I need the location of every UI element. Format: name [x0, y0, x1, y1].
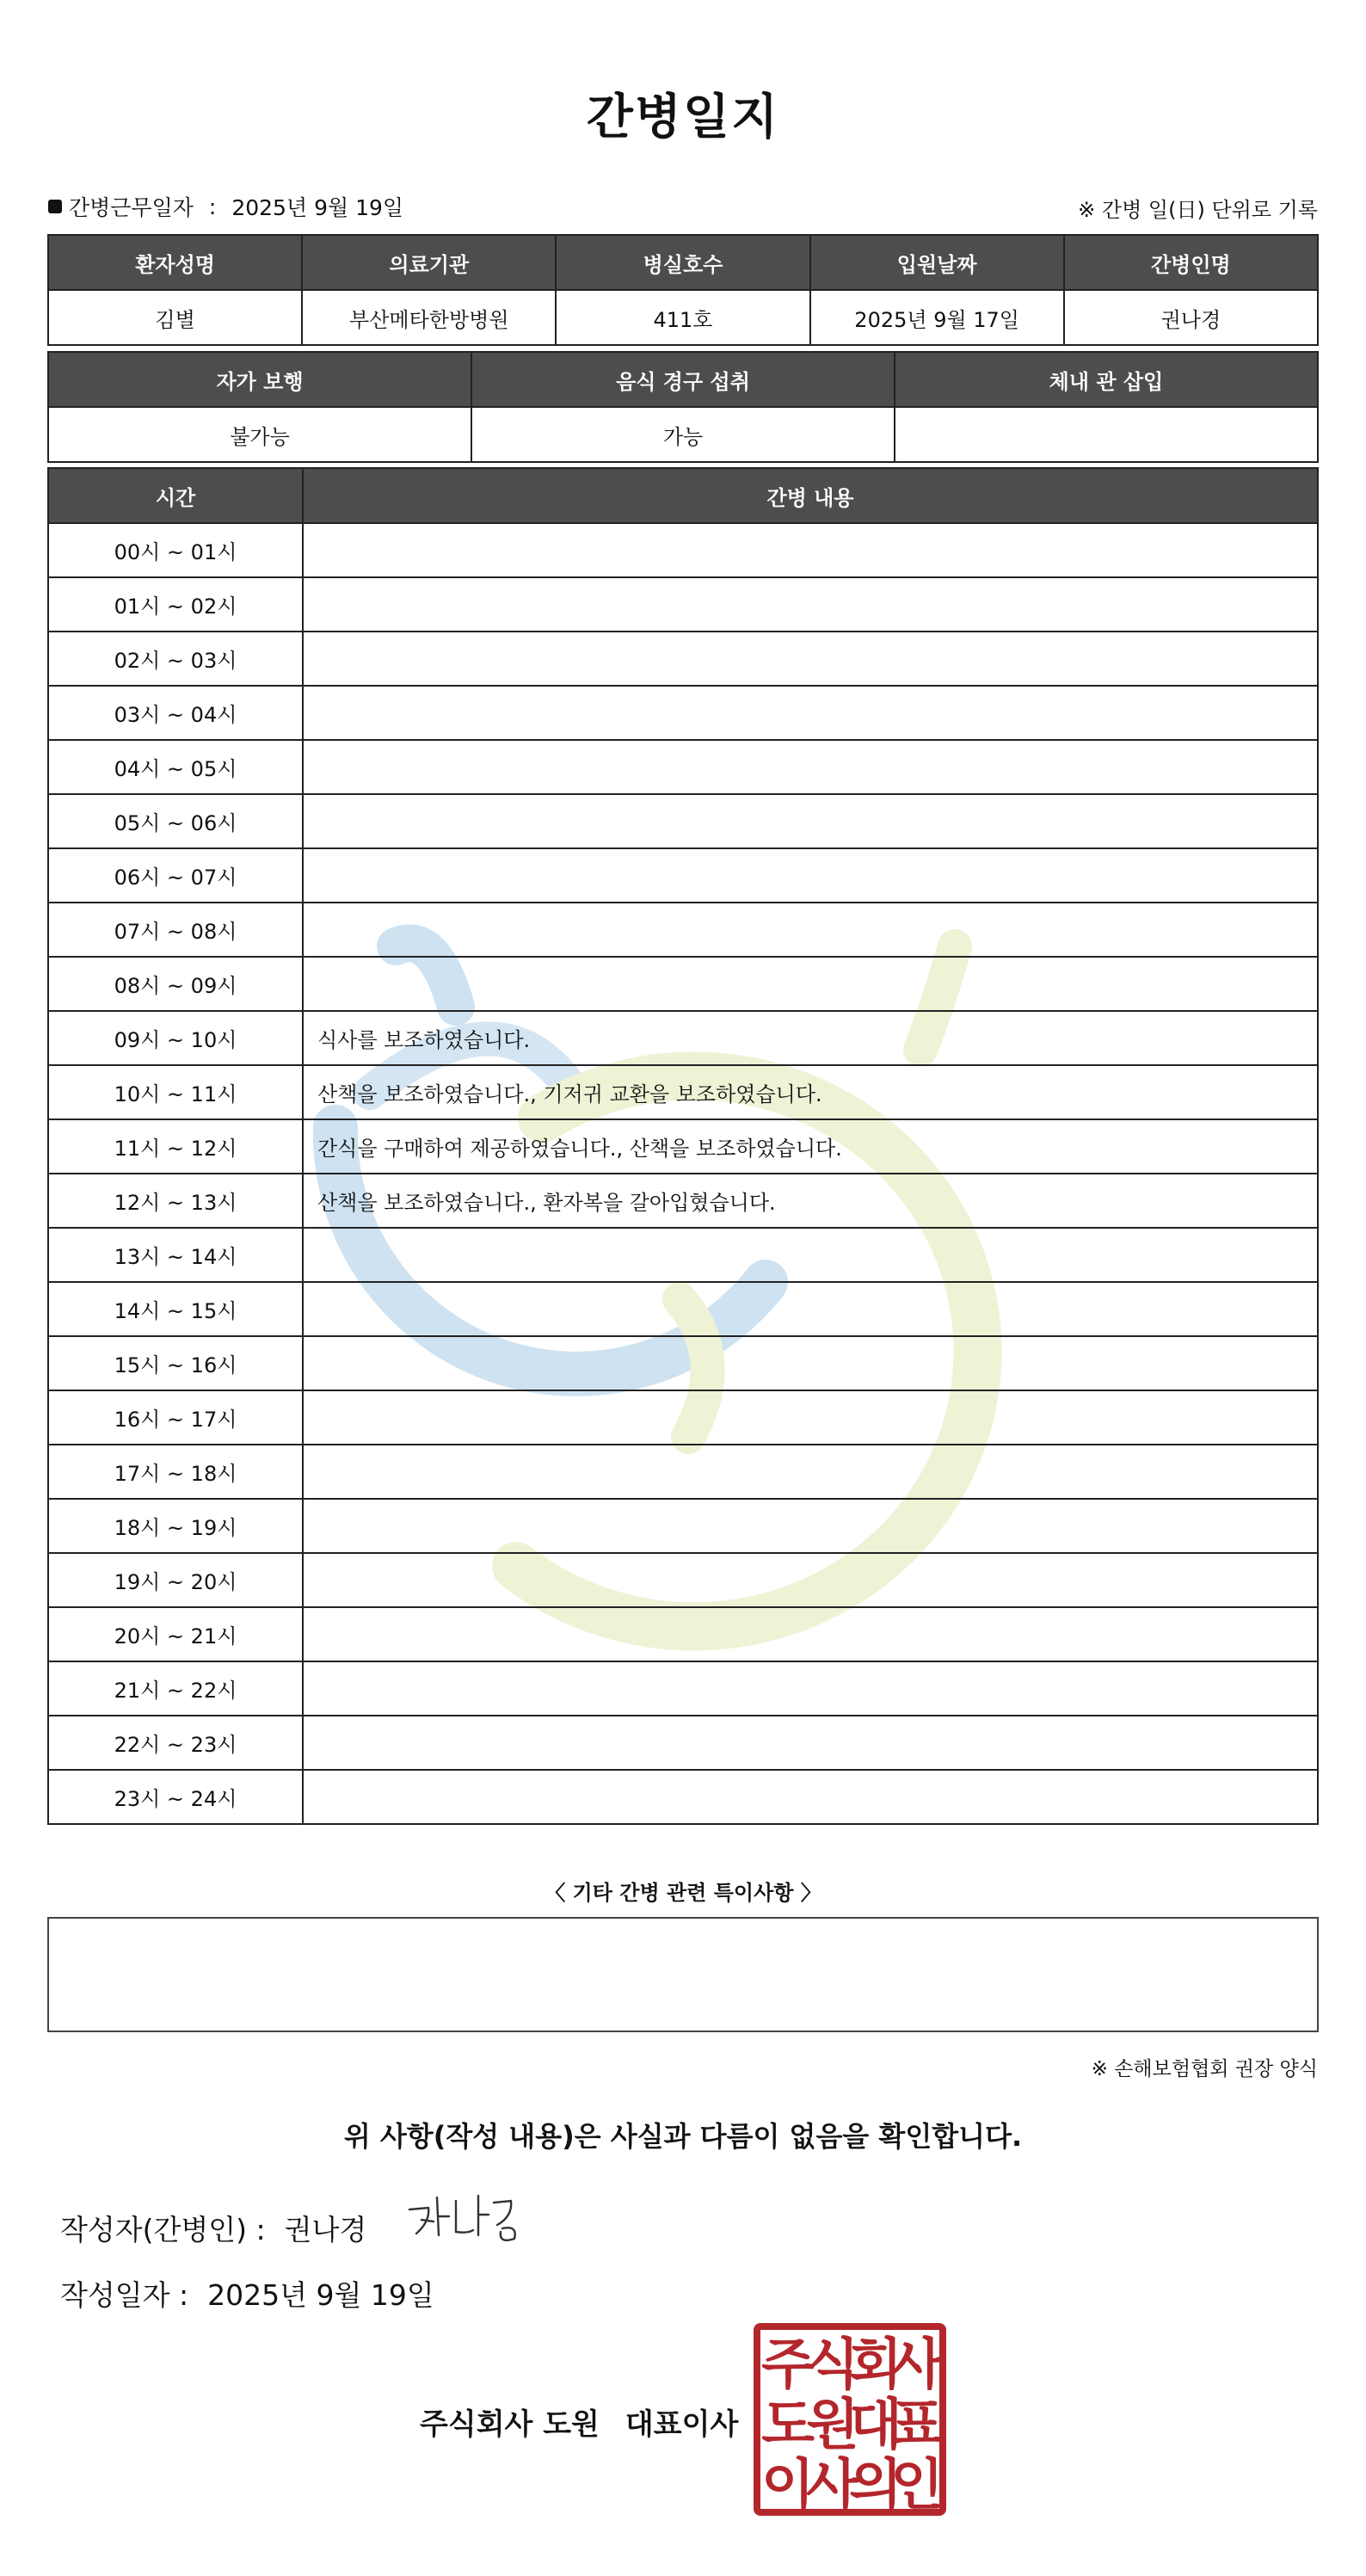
time-slot: 18시 ~ 19시 [48, 1499, 303, 1553]
table-row [48, 1445, 1318, 1499]
table-row [48, 1553, 1318, 1607]
info-header-row [48, 235, 1318, 290]
unit-note: ※ 간병 일(日) 단위로 기록 [1078, 198, 1318, 222]
admission-date: 2025년 9월 17일 [810, 290, 1064, 345]
svg-text:인: 인 [890, 2454, 944, 2516]
svg-text:도: 도 [761, 2394, 815, 2457]
care-content [303, 957, 1318, 1011]
svg-text:원: 원 [806, 2394, 859, 2457]
table-row [48, 523, 1318, 577]
table-row [48, 740, 1318, 794]
work-date-separator: : [208, 194, 217, 219]
notes-title: 〈 기타 간병 관련 특이사항 〉 [545, 1881, 821, 1905]
care-content [303, 1661, 1318, 1716]
time-slot: 15시 ~ 16시 [48, 1336, 303, 1390]
handwritten-signature [404, 2191, 525, 2246]
care-content [303, 632, 1318, 686]
patient-info-table [47, 234, 1319, 346]
time-slot: 23시 ~ 24시 [48, 1770, 303, 1824]
care-content [303, 848, 1318, 903]
svg-text:회: 회 [849, 2333, 902, 2397]
care-content: 산책을 보조하였습니다., 환자복을 갈아입혔습니다. [303, 1174, 1318, 1228]
table-row [48, 848, 1318, 903]
care-content [303, 1716, 1318, 1770]
time-slot: 19시 ~ 20시 [48, 1553, 303, 1607]
care-content [303, 1607, 1318, 1661]
table-row [48, 1716, 1318, 1770]
svg-text:식: 식 [806, 2333, 859, 2397]
hospital-name: 부산메타한방병원 [302, 290, 556, 345]
table-row [48, 1119, 1318, 1174]
write-date-line [60, 2273, 434, 2314]
care-content [303, 577, 1318, 632]
work-date-value: 2025년 9월 19일 [231, 195, 404, 220]
care-content [303, 523, 1318, 577]
care-content [303, 794, 1318, 848]
work-date-label: 간병근무일자 [69, 195, 194, 220]
write-date-label: 작성일자 : [60, 2278, 189, 2312]
table-row [48, 903, 1318, 957]
care-content [303, 686, 1318, 740]
header-patient-name: 환자성명 [48, 235, 302, 290]
table-row [48, 1390, 1318, 1445]
time-slot: 02시 ~ 03시 [48, 632, 303, 686]
patient-status-table [47, 351, 1319, 463]
work-date-line [48, 191, 403, 222]
table-row [48, 1011, 1318, 1065]
care-content [303, 1553, 1318, 1607]
confirmation-statement: 위 사항(작성 내용)은 사실과 다름이 없음을 확인합니다. [343, 2120, 1023, 2153]
time-slot: 01시 ~ 02시 [48, 577, 303, 632]
table-row [48, 1770, 1318, 1824]
time-slot: 14시 ~ 15시 [48, 1282, 303, 1336]
care-content [303, 1282, 1318, 1336]
table-row [48, 1174, 1318, 1228]
status-value-row [48, 407, 1318, 462]
header-oral-intake: 음식 경구 섭취 [471, 352, 895, 407]
caregiver-name: 권나경 [1064, 290, 1318, 345]
time-slot: 05시 ~ 06시 [48, 794, 303, 848]
svg-text:주: 주 [761, 2333, 815, 2397]
self-walking-value: 불가능 [48, 407, 471, 462]
care-content: 식사를 보조하였습니다. [303, 1011, 1318, 1065]
svg-text:사: 사 [890, 2333, 944, 2397]
care-content [303, 1336, 1318, 1390]
table-row [48, 1065, 1318, 1119]
tube-insertion-value [895, 407, 1318, 462]
company-line [420, 2400, 738, 2443]
svg-text:표: 표 [890, 2394, 944, 2457]
time-slot: 04시 ~ 05시 [48, 740, 303, 794]
table-row [48, 577, 1318, 632]
care-log-table [47, 467, 1319, 1825]
oral-intake-value: 가능 [471, 407, 895, 462]
table-row [48, 1499, 1318, 1553]
time-slot: 09시 ~ 10시 [48, 1011, 303, 1065]
header-caregiver-name: 간병인명 [1064, 235, 1318, 290]
time-slot: 06시 ~ 07시 [48, 848, 303, 903]
time-slot: 22시 ~ 23시 [48, 1716, 303, 1770]
log-header-row [48, 468, 1318, 523]
form-note: ※ 손해보험협회 권장 양식 [1091, 2058, 1318, 2080]
square-bullet-icon [48, 200, 62, 213]
table-row [48, 1607, 1318, 1661]
table-row [48, 1228, 1318, 1282]
table-row [48, 1336, 1318, 1390]
writer-label: 작성자(간병인) : [60, 2213, 266, 2246]
company-seal-stamp [754, 2323, 946, 2516]
time-slot: 08시 ~ 09시 [48, 957, 303, 1011]
notes-box [47, 1917, 1319, 2032]
time-slot: 11시 ~ 12시 [48, 1119, 303, 1174]
time-slot: 20시 ~ 21시 [48, 1607, 303, 1661]
svg-text:이: 이 [761, 2454, 815, 2516]
svg-text:대: 대 [849, 2394, 902, 2457]
time-slot: 13시 ~ 14시 [48, 1228, 303, 1282]
time-slot: 17시 ~ 18시 [48, 1445, 303, 1499]
time-slot: 21시 ~ 22시 [48, 1661, 303, 1716]
info-value-row [48, 290, 1318, 345]
ceo-label: 대표이사 [625, 2407, 739, 2442]
room-number: 411호 [556, 290, 809, 345]
svg-text:의: 의 [849, 2454, 902, 2516]
care-content [303, 1390, 1318, 1445]
time-slot: 03시 ~ 04시 [48, 686, 303, 740]
status-header-row [48, 352, 1318, 407]
table-row [48, 957, 1318, 1011]
table-row [48, 686, 1318, 740]
table-row [48, 1282, 1318, 1336]
care-content [303, 1228, 1318, 1282]
header-self-walking: 자가 보행 [48, 352, 471, 407]
header-care-content: 간병 내용 [303, 468, 1318, 523]
header-time: 시간 [48, 468, 303, 523]
time-slot: 16시 ~ 17시 [48, 1390, 303, 1445]
patient-name: 김별 [48, 290, 302, 345]
care-content [303, 1770, 1318, 1824]
care-content [303, 1499, 1318, 1553]
header-hospital: 의료기관 [302, 235, 556, 290]
header-tube-insertion: 체내 관 삽입 [895, 352, 1318, 407]
writer-name: 권나경 [284, 2213, 367, 2246]
time-slot: 00시 ~ 01시 [48, 523, 303, 577]
care-content: 산책을 보조하였습니다., 기저귀 교환을 보조하였습니다. [303, 1065, 1318, 1119]
time-slot: 07시 ~ 08시 [48, 903, 303, 957]
header-admission-date: 입원날짜 [810, 235, 1064, 290]
care-content: 간식을 구매하여 제공하였습니다., 산책을 보조하였습니다. [303, 1119, 1318, 1174]
care-content [303, 740, 1318, 794]
write-date-value: 2025년 9월 19일 [207, 2278, 434, 2312]
company-name: 주식회사 도원 [420, 2407, 600, 2442]
header-room: 병실호수 [556, 235, 809, 290]
table-row [48, 632, 1318, 686]
writer-line [60, 2208, 366, 2248]
table-row [48, 1661, 1318, 1716]
care-content [303, 1445, 1318, 1499]
time-slot: 10시 ~ 11시 [48, 1065, 303, 1119]
table-row [48, 794, 1318, 848]
care-content [303, 903, 1318, 957]
time-slot: 12시 ~ 13시 [48, 1174, 303, 1228]
document-title: 간병일지 [586, 89, 780, 145]
svg-text:사: 사 [806, 2454, 859, 2516]
